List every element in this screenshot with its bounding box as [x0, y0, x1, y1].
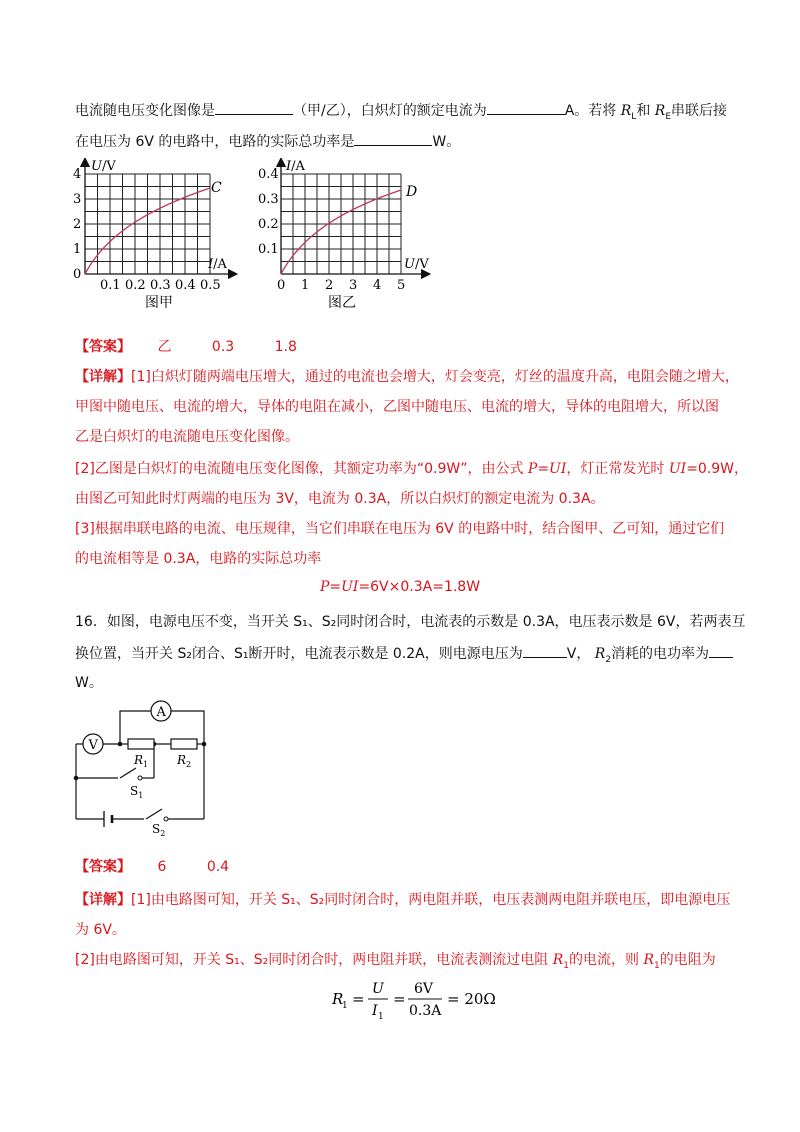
detail-15-line-7: 的电流相等是 0.3A，电路的实际总功率 [75, 551, 322, 567]
x-axis-label-yi: U/V [404, 257, 429, 272]
x-tick-4: 0.4 [175, 278, 196, 293]
y-tick-02: 0.2 [258, 217, 279, 232]
svg-text:V: V [88, 738, 98, 753]
y-tick-03: 0.3 [258, 192, 279, 207]
resistor-r2 [171, 739, 197, 749]
x-tick-2: 0.2 [125, 278, 146, 293]
svg-text:0.3A: 0.3A [409, 1003, 442, 1019]
graph-yi [256, 158, 436, 318]
curve-label-d: D [406, 184, 418, 200]
grid-jia [85, 174, 210, 274]
x-tick-3v: 3 [349, 278, 358, 293]
circuit-diagram [68, 696, 218, 836]
answer-blank-2 [487, 100, 565, 115]
label-r1: $R_1$ [134, 753, 149, 769]
y-tick-01: 0.1 [258, 242, 279, 257]
svg-text:6V: 6V [414, 981, 434, 997]
y-axis-label-jia: U/V [91, 159, 116, 174]
y-tick-2: 2 [73, 217, 82, 232]
y-tick-3: 3 [73, 192, 82, 207]
resistance-equation [330, 975, 530, 1025]
x-axis-label-jia: I/A [208, 257, 227, 272]
resistor-r1 [128, 739, 154, 749]
answer-16: 【答案】 6 0.4 [75, 859, 230, 875]
y-axis-label-yi: I/A [286, 159, 305, 174]
x-tick-5v: 5 [397, 278, 406, 293]
answer-15: 【答案】 乙 0.3 1.8 [75, 339, 297, 355]
svg-text:=: = [393, 990, 406, 1008]
voltmeter-icon [83, 734, 103, 754]
x-tick-2v: 2 [325, 278, 334, 293]
q16-line-2: 换位置，当开关 S₂闭合、S₁断开时，电流表示数是 0.2A，则电源电压为 V， $R_2$消耗的电功率为 [75, 643, 733, 670]
y-tick-1: 1 [73, 242, 82, 257]
detail-15-line-3: 乙是白炽灯的电流随电压变化图像。 [75, 429, 299, 445]
x-tick-5: 0.5 [200, 278, 221, 293]
answer-blank-5 [709, 643, 733, 658]
ammeter-icon [151, 701, 171, 721]
svg-text:A: A [156, 705, 166, 720]
label-r2: $R_2$ [177, 753, 192, 769]
q16-line-1: 16．如图，电源电压不变，当开关 S₁、S₂同时闭合时，电流表的示数是 0.3A，电压表示数是 6V，若两表互 [75, 614, 746, 630]
answer-blank-4 [523, 643, 567, 658]
y-tick-04: 0.4 [258, 167, 279, 182]
detail-16-line-2: 为 6V。 [75, 922, 126, 938]
label-s1: $S_1$ [130, 784, 144, 800]
detail-16-line-3: [2]由电路图可知，开关 S₁、S₂同时闭合时，两电阻并联，电流表测流过电阻 $R_1$的电流，则 $R_1$的电阻为 [75, 952, 716, 971]
grid-yi [281, 174, 401, 274]
curve-label-c: C [211, 180, 222, 196]
detail-15-line-6: [3]根据串联电路的电流、电压规律，当它们串联在电压为 6V 的电路中时，结合图甲、乙可知，通过它们 [75, 521, 725, 537]
x-tick-0v: 0 [277, 278, 286, 293]
detail-15-line-2: 甲图中随电压、电流的增大，导体的电阻在减小，乙图中随电压、电流的增大，导体的电阻增大，所以图 [75, 399, 719, 415]
svg-text:= 20Ω: = 20Ω [447, 990, 496, 1008]
detail-15-formula: P=UI=6V×0.3A=1.8W [319, 579, 481, 595]
svg-text:I: I [372, 1003, 378, 1019]
detail-15-line-5: 由图乙可知此时灯两端的电压为 3V，电流为 0.3A，所以白炽灯的额定电流为 0.3A。 [75, 491, 605, 507]
y-tick-4: 4 [73, 167, 82, 182]
answer-blank-1 [215, 100, 293, 115]
svg-text:1: 1 [378, 1012, 384, 1022]
q15-line-2: 在电压为 6V 的电路中，电路的实际总功率是 W。 [75, 131, 460, 152]
q16-line-3: W。 [75, 675, 103, 691]
label-s2: $S_2$ [152, 822, 166, 836]
svg-text:1: 1 [342, 1001, 348, 1011]
x-tick-4v: 4 [373, 278, 382, 293]
detail-15-line-1: 【详解】[1]白炽灯随两端电压增大，通过的电流也会增大，灯会变亮，灯丝的温度升高，电阻会随之增大， [75, 369, 739, 385]
detail-16-line-1: 【详解】[1]由电路图可知，开关 S₁、S₂同时闭合时，两电阻并联，电压表测两电阻并联电压，即电源电压 [75, 892, 731, 908]
svg-text:R: R [332, 990, 344, 1008]
x-tick-1: 0.1 [100, 278, 121, 293]
caption-yi: 图乙 [328, 295, 356, 311]
x-tick-1v: 1 [301, 278, 310, 293]
svg-text:U: U [372, 981, 384, 997]
caption-jia: 图甲 [145, 295, 173, 311]
detail-15-line-4: [2]乙图是白炽灯的电流随电压变化图像，其额定功率为“0.9W”，由公式 P=UI，灯正常发光时 UI=0.9W， [75, 461, 749, 477]
graph-jia [65, 158, 245, 318]
svg-text:=: = [352, 990, 365, 1008]
answer-blank-3 [354, 131, 432, 146]
q15-line-1: 电流随电压变化图像是 （甲/乙），白炽灯的额定电流为 A。若将 $R_L$和 $R_E$串联后接 [75, 100, 727, 127]
x-tick-3: 0.3 [150, 278, 171, 293]
y-tick-0: 0 [73, 267, 82, 282]
